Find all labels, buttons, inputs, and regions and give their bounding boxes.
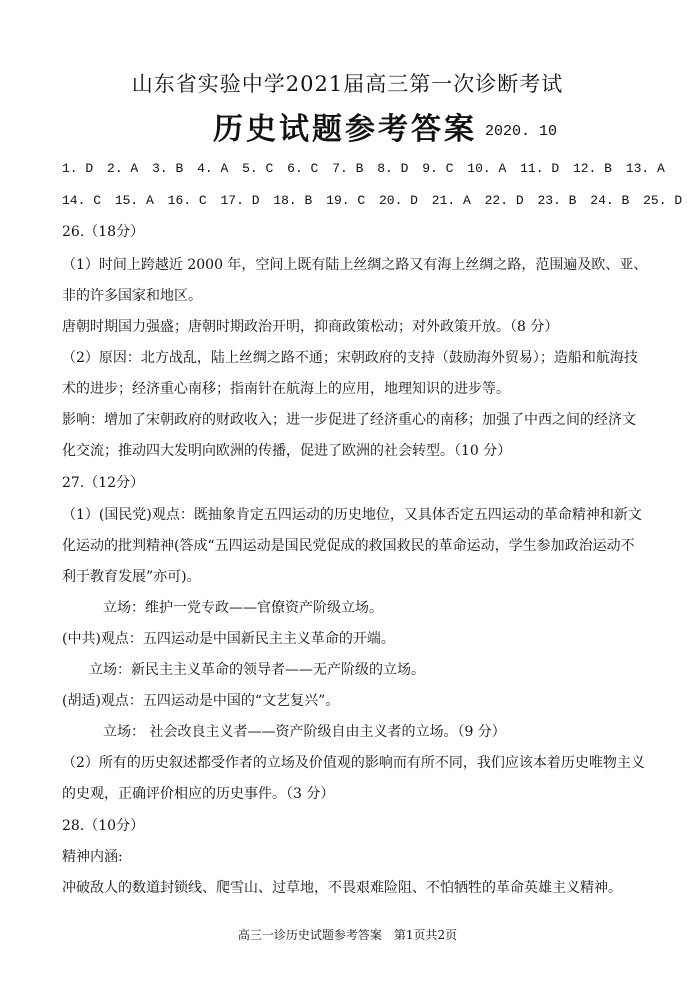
q26-text-line: 非的许多国家和地区。 <box>62 288 202 304</box>
answer-item: 2. A <box>107 161 139 176</box>
q27-text-line: (中共)观点：五四运动是中国新民主主义革命的开端。 <box>62 631 395 647</box>
answer-item: 18. B <box>273 193 313 208</box>
answer-item: 15. A <box>114 193 154 208</box>
q27-text-line: (胡适)观点：五四运动是中国的“文艺复兴”。 <box>62 693 340 709</box>
q27-text-line: 化运动的批判精神(答成“五四运动是国民党促成的救国救民的革命运动，学生参加政治运动不 <box>62 538 635 554</box>
answer-item: 16. C <box>167 193 207 208</box>
answer-item: 23. B <box>537 193 577 208</box>
q26-text-line: 术的进步；经济重心南移；指南针在航海上的应用，地理知识的进步等。 <box>62 381 510 397</box>
page-footer: 高三一诊历史试题参考答案 第1页共2页 <box>237 928 458 942</box>
answer-item: 17. D <box>220 193 260 208</box>
q28-text-line: 精神内涵: <box>62 849 123 865</box>
answer-item: 5. C <box>242 161 274 176</box>
answer-item: 13. A <box>625 161 665 176</box>
answer-item: 24. B <box>590 193 630 208</box>
q26-text-line: （2）原因：北方战乱，陆上丝绸之路不通；宋朝政府的支持（鼓励海外贸易）；造船和航海技 <box>62 350 638 366</box>
answer-item: 19. C <box>326 193 366 208</box>
q27-text-line: 立场：新民主主义革命的领导者——无产阶级的立场。 <box>89 662 425 678</box>
question-26-heading: 26.（18分） <box>62 224 145 240</box>
q26-text-line: （1）时间上跨越近 2000 年，空间上既有陆上丝绸之路又有海上丝绸之路，范围遍及欧、亚、 <box>62 257 648 273</box>
answer-item: 11. D <box>520 161 560 176</box>
answer-item: 14. C <box>62 193 102 208</box>
answer-item: 3. B <box>152 161 184 176</box>
question-28-heading: 28.（10分） <box>62 818 145 834</box>
q27-text-line: 利于教育发展”亦可)。 <box>62 569 201 585</box>
q27-text-line: 立场：维护一党专政——官僚资产阶级立场。 <box>103 600 383 616</box>
q26-text-line: 影响：增加了宋朝政府的财政收入；进一步促进了经济重心的南移；加强了中西之间的经济文 <box>62 412 636 428</box>
answer-item: 12. B <box>572 161 612 176</box>
q28-text-line: 冲破敌人的数道封锁线、爬雪山、过草地，不畏艰难险阻、不怕牺牲的革命英雄主义精神。 <box>62 880 622 896</box>
answer-item: 9. C <box>422 161 454 176</box>
answer-item: 7. B <box>332 161 364 176</box>
answer-item: 4. A <box>197 161 229 176</box>
answer-item: 22. D <box>484 193 524 208</box>
q27-text-line: （1）(国民党)观点：既抽象肯定五四运动的历史地位，又具体否定五四运动的革命精神和新文 <box>62 507 642 523</box>
answer-item: 6. C <box>287 161 319 176</box>
q27-text-line: 立场： 社会改良主义者——资产阶级自由主义者的立场。（9 分） <box>103 724 506 740</box>
q27-text-line: （2）所有的历史叙述都受作者的立场及价值观的影响而有所不同，我们应该本着历史唯物主义 <box>62 755 645 771</box>
q27-text-line: 的史观，正确评价相应的历史事件。（3 分） <box>62 786 335 802</box>
exam-date: 2020. 10 <box>485 123 558 140</box>
answer-key-row-1 <box>62 160 671 178</box>
question-27-heading: 27.（12分） <box>62 475 145 491</box>
answer-item: 21. A <box>431 193 471 208</box>
q26-text-line: 化交流；推动四大发明向欧洲的传播，促进了欧洲的社会转型。（10 分） <box>62 443 512 459</box>
answer-item: 10. A <box>467 161 507 176</box>
answer-item: 25. D <box>643 193 683 208</box>
q26-text-line: 唐朝时期国力强盛；唐朝时期政治开明，抑商政策松动；对外政策开放。（8 分） <box>62 319 559 335</box>
answer-key-row-2 <box>62 192 688 210</box>
page-title: 历史试题参考答案 <box>213 112 477 147</box>
exam-subtitle: 山东省实验中学2021届高三第一次诊断考试 <box>131 72 564 96</box>
answer-item: 1. D <box>62 161 94 176</box>
answer-item: 20. D <box>378 193 418 208</box>
answer-item: 8. D <box>377 161 409 176</box>
